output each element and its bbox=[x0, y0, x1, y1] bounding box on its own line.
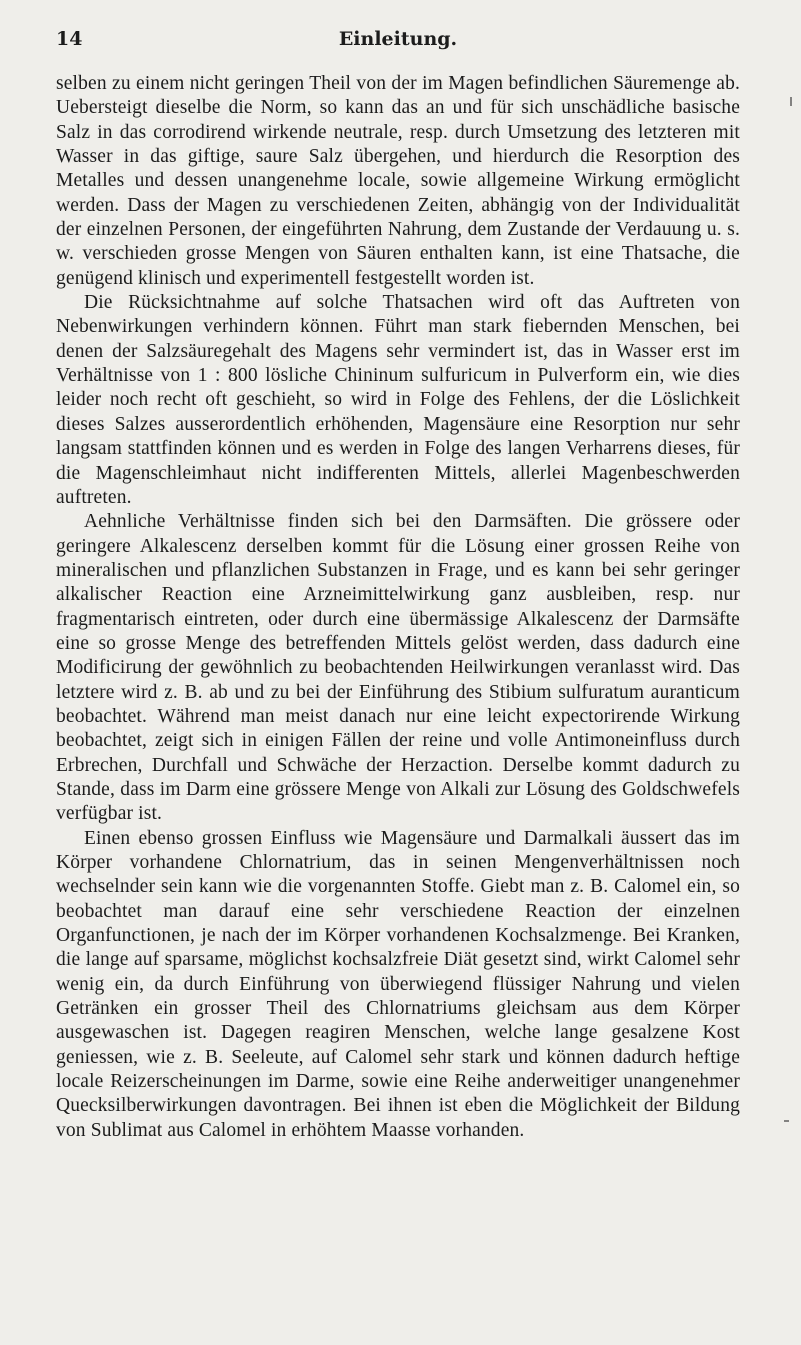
paragraph-4: Einen ebenso grossen Einfluss wie Magensäure und Darmalkali äussert das im Körper vorhandene Chlornatrium, das in seinen Mengenverhältnissen noch wechselnder sein kann wie die vorgenannten Stoffe. Giebt man z. B. Calomel ein, so beobachtet man darauf eine sehr verschiedene Reaction der einzelnen Organfunctionen, je nach der im Körper vorhandenen Kochsalzmenge. Bei Kranken, die lange auf sparsame, möglichst kochsalzfreie Diät gesetzt sind, wirkt Calomel sehr wenig ein, da durch Einführung von überwiegend flüssiger Nahrung und vielen Getränken ein grosser Theil des Chlornatriums gleichsam aus dem Körper ausgewaschen ist. Dagegen reagiren Menschen, welche lange gesalzene Kost geniessen, wie z. B. Seeleute, auf Calomel sehr stark und können dadurch heftige locale Reizerscheinungen im Darme, sowie eine Reihe anderweitiger unangenehmer Quecksilberwirkungen davontragen. Bei ihnen ist eben die Möglichkeit der Bildung von Sublimat aus Calomel in erhöhtem Maasse vorhanden. bbox=[56, 827, 740, 1141]
paragraph-3: Aehnliche Verhältnisse finden sich bei den Darmsäften. Die grössere oder geringere Alkalescenz derselben kommt für die Lösung einer grossen Reihe von mineralischen und pflanzlichen Substanzen in Frage, und es kann bei sehr geringer alkalischer Reaction eine Arzneimittelwirkung ganz ausbleiben, resp. nur fragmentarisch eintreten, oder durch eine übermässige Alkalescenz der Darmsäfte eine so grosse Menge des betreffenden Mittels gelöst werden, dass dadurch eine Modificirung der gewöhnlich zu beobachtenden Heilwirkungen veranlasst wird. Das letztere wird z. B. ab und zu bei der Einführung des Stibium sulfuratum auranticum beobachtet. Während man meist danach nur eine leicht expectorirende Wirkung beobachtet, zeigt sich in einigen Fällen der reine und volle Antimoneinfluss durch Erbrechen, Durchfall und Schwäche der Herzaction. Derselbe kommt dadurch zu Stande, dass im Darm eine grössere Menge von Alkali zur Lösung des Goldschwefels verfügbar ist. bbox=[56, 511, 740, 825]
margin-blemish bbox=[790, 97, 792, 106]
page-header bbox=[56, 26, 740, 52]
paragraph-1: selben zu einem nicht geringen Theil von der im Magen befindlichen Säuremenge ab. Uebersteigt dieselbe die Norm, so kann das an und für sich unschädliche basische Salz in das corrodirend wirkende neutrale, resp. durch Umsetzung des letzteren mit Wasser in das giftige, saure Salz übergehen, und hierdurch die Resorption des Metalles und dessen unangenehme locale, sowie allgemeine Wirkung ermöglicht werden. Dass der Magen zu verschiedenen Zeiten, abhängig von der Individualität der einzelnen Personen, der eingeführten Nahrung, dem Zustande der Verdauung u. s. w. verschieden grosse Mengen von Säuren enthalten kann, ist eine Thatsache, die genügend klinisch und experimentell festgestellt worden ist. bbox=[56, 73, 740, 289]
body-text bbox=[56, 72, 740, 1143]
margin-blemish bbox=[784, 1120, 789, 1122]
page-number: 14 bbox=[56, 28, 83, 50]
running-head: Einleitung. bbox=[338, 28, 458, 50]
paragraph-2: Die Rücksichtnahme auf solche Thatsachen wird oft das Auftreten von Nebenwirkungen verhindern können. Führt man stark fiebernden Menschen, bei denen der Salzsäuregehalt des Magens sehr vermindert ist, das in Wasser erst im Verhältnisse von 1 : 800 lösliche Chininum sulfuricum in Pulverform ein, wie dies leider noch recht oft geschieht, so wird in Folge des Fehlens, der die Löslichkeit dieses Salzes ausserordentlich erhöhenden, Magensäure eine Resorption nur sehr langsam stattfinden können und es werden in Folge des langen Verharrens dieses, für die Magenschleimhaut nicht indifferenten Mittels, allerlei Magenbeschwerden auftreten. bbox=[56, 292, 740, 508]
